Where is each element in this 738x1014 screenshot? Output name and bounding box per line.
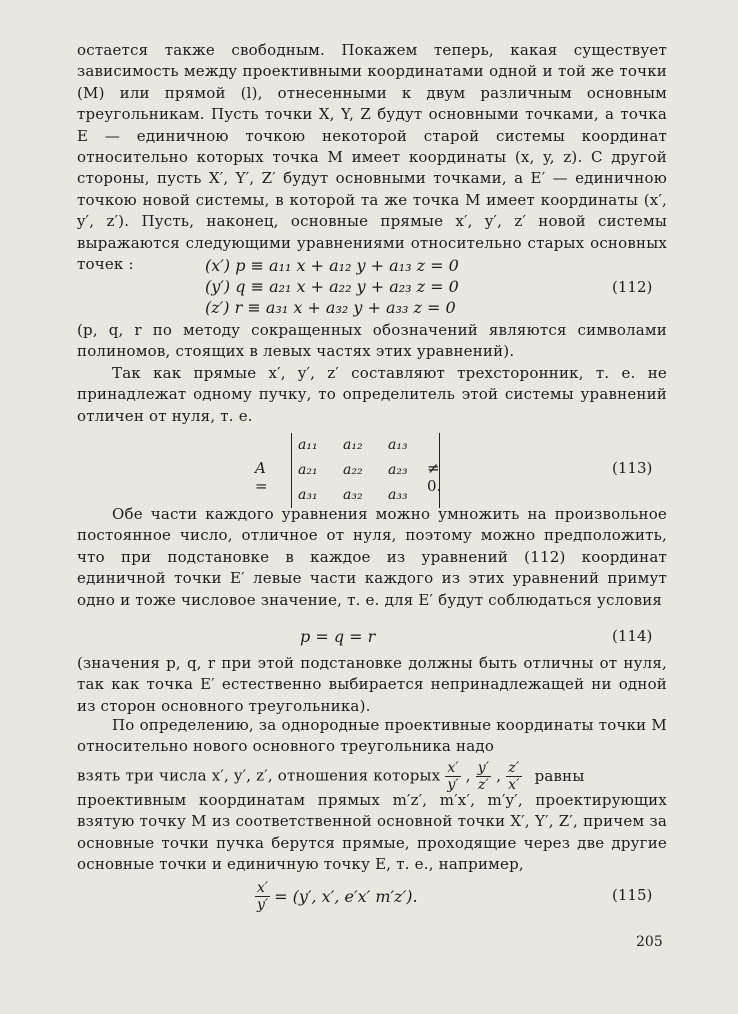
determinant-matrix <box>291 433 440 508</box>
equation-number-115: (115) <box>612 886 653 904</box>
equation-line: (y′) q ≡ a₂₁ x + a₂₂ y + a₂₃ z = 0 <box>205 277 459 296</box>
paragraph-trilateral: Так как прямые x′, y′, z′ составляют трехсторонник, т. е. не принадлежат одному пучку, то определитель этой системы уравнений отличен от нуля, т. е. <box>77 364 667 425</box>
paragraph-projective: проективным координатам прямых m′z′, m′x′, m′y′, проектирующих взятую точку M из соответственной основной точки X′, Y′, Z′, причем за основные точки пучка берутся прямые, проходящие через две другие основные точки и единичную точку E, т. е., например, <box>77 791 667 874</box>
matrix-cell: a₁₁ <box>298 437 318 453</box>
matrix-cell: a₁₂ <box>343 437 363 453</box>
equation-system-112 <box>205 255 459 318</box>
matrix-cell: a₃₃ <box>388 487 408 503</box>
matrix-cell: a₃₂ <box>343 487 363 503</box>
fraction-115: $\frac{x'}{y'}$ <box>257 880 269 913</box>
equation-115 <box>255 880 418 913</box>
matrix-cell: a₂₃ <box>388 462 408 478</box>
equation-number-114: (114) <box>612 627 653 645</box>
ratios-text-end: равны <box>534 766 585 785</box>
equation-114: p = q = r <box>300 627 376 646</box>
matrix-cell: a₃₁ <box>298 487 318 503</box>
paragraph-definition: По определению, за однородные проективные координаты точки M относительно нового основного треугольника надо <box>77 716 667 756</box>
fraction-x-y: $\frac{x'}{y'}$ <box>447 760 459 793</box>
equation-number-112: (112) <box>612 278 653 296</box>
matrix-row <box>298 458 433 483</box>
ratios-text-start: взять три числа x′, y′, z′, отношения которых <box>77 766 441 785</box>
matrix-cell: a₂₁ <box>298 462 318 478</box>
matrix-cell: a₁₃ <box>388 437 408 453</box>
determinant-label: A = <box>255 459 268 495</box>
fraction-y-z: $\frac{y'}{z'}$ <box>477 760 490 793</box>
paragraph-intro: остается также свободным. Покажем теперь, какая существует зависимость между проективными координатами одной и той же точки (M) или прямой (l), отнесенными к двум различным основным треугольникам. Пусть точки X, Y, Z будут основными точками, а точка E — единичною точкою некоторой старой системы координат относительно которых точка M имеет координаты (x, y, z). С другой стороны, пусть X′, Y′, Z′ будут основными точками, а E′ — единичною точкою новой системы, в которой та же точка M имеет координаты (x′, y′, z′). Пусть, наконец, основные прямые x′, y′, z′ новой системы выражаются следующими уравнениями относительно старых основных точек : <box>77 41 667 274</box>
fraction-z-x: $\frac{z'}{x'}$ <box>508 760 520 793</box>
paragraph-values: (значения p, q, r при этой подстановке должны быть отличны от нуля, так как точка E′ естественно выбирается непринадлежащей ни одной из сторон основного треугольника). <box>77 654 667 715</box>
equation-line: (x′) p ≡ a₁₁ x + a₁₂ y + a₁₃ z = 0 <box>205 256 459 275</box>
paragraph-multiply: Обе части каждого уравнения можно умножить на произвольное постоянное число, отличное от нуля, поэтому можно предположить, что при подстановке в каждое из уравнений (112) координат единичной точки E′ левые части каждого из этих уравнений примут одно и тоже числовое значение, т. е. для E′ будут соблюдаться условия <box>77 505 667 609</box>
determinant-rhs: ≠ 0. <box>427 459 442 495</box>
paragraph-ratios: взять три числа x′, y′, z′, отношения которых $\frac{x'}{y'}$ , $\frac{y'}{z'}$ , $\frac{z'}{x'}$ равны <box>77 760 585 793</box>
matrix-row <box>298 433 433 458</box>
page-number: 205 <box>636 934 663 950</box>
paragraph-symbols: (p, q, r по методу сокращенных обозначений являются символами полиномов, стоящих в левых частях этих уравнений). <box>77 321 667 361</box>
equation-number-113: (113) <box>612 459 653 477</box>
equation-115-rhs: = (y′, x′, e′x′ m′z′). <box>274 887 418 906</box>
matrix-cell: a₂₂ <box>343 462 363 478</box>
equation-line: (z′) r ≡ a₃₁ x + a₃₂ y + a₃₃ z = 0 <box>205 298 456 317</box>
